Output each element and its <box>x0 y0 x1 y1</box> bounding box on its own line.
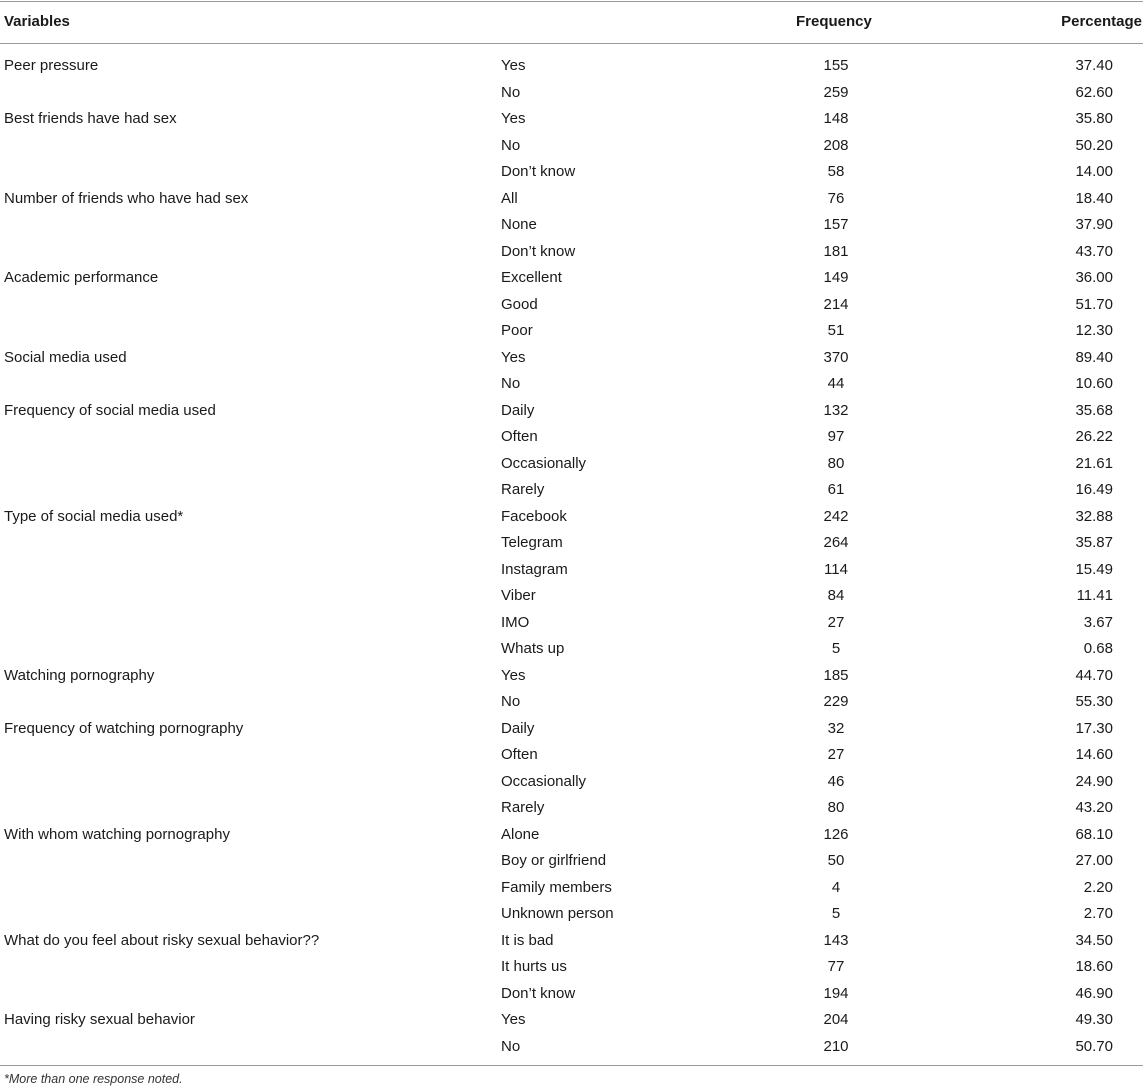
variable-cell: Frequency of watching pornography <box>4 719 244 737</box>
category-cell: Facebook <box>501 507 567 525</box>
variable-cell: Watching pornography <box>4 666 155 684</box>
table-row <box>0 265 1143 292</box>
category-cell: All <box>501 189 518 207</box>
percentage-cell: 36.00 <box>1075 269 1113 286</box>
category-cell: Daily <box>501 401 535 419</box>
frequency-cell: 76 <box>827 189 845 207</box>
frequency-cell: 185 <box>823 666 849 684</box>
table-body <box>0 53 1143 1060</box>
category-cell: Poor <box>501 322 533 339</box>
table-row <box>0 186 1143 213</box>
frequency-cell: 84 <box>827 587 845 604</box>
table-row <box>0 689 1143 716</box>
category-cell: Don’t know <box>501 163 576 180</box>
frequency-cell: 46 <box>827 772 845 790</box>
percentage-cell: 2.20 <box>1083 878 1113 896</box>
percentage-cell: 26.22 <box>1075 428 1113 445</box>
percentage-cell: 62.60 <box>1075 83 1113 101</box>
variable-cell: Best friends have had sex <box>4 110 177 127</box>
percentage-cell: 50.70 <box>1075 1037 1113 1055</box>
percentage-cell: 44.70 <box>1075 666 1113 684</box>
table-row <box>0 769 1143 796</box>
category-cell: Yes <box>501 666 526 684</box>
percentage-cell: 55.30 <box>1075 693 1113 710</box>
table-row <box>0 795 1143 822</box>
percentage-cell: 32.88 <box>1075 507 1113 525</box>
frequency-cell: 264 <box>823 534 849 551</box>
category-cell: It is bad <box>501 931 554 949</box>
category-cell: Unknown person <box>501 905 614 922</box>
frequency-cell: 27 <box>827 746 845 763</box>
table-row <box>0 742 1143 769</box>
frequency-cell: 51 <box>827 322 845 339</box>
percentage-cell: 46.90 <box>1075 984 1113 1002</box>
category-cell: Viber <box>501 587 536 604</box>
frequency-cell: 80 <box>827 799 845 816</box>
frequency-cell: 27 <box>827 613 845 631</box>
variable-cell: Having risky sexual behavior <box>4 1011 195 1028</box>
frequency-cell: 148 <box>823 110 849 127</box>
table-row <box>0 530 1143 557</box>
table-row <box>0 875 1143 902</box>
table-footnote: *More than one response noted. <box>4 1072 183 1086</box>
category-cell: Boy or girlfriend <box>501 852 607 869</box>
percentage-cell: 21.61 <box>1075 454 1113 472</box>
percentage-cell: 14.60 <box>1075 746 1113 763</box>
frequency-cell: 143 <box>823 931 849 949</box>
percentage-cell: 27.00 <box>1075 852 1113 869</box>
category-cell: Yes <box>501 348 526 366</box>
frequency-cell: 194 <box>823 984 849 1002</box>
frequency-cell: 242 <box>823 507 849 525</box>
frequency-cell: 5 <box>831 640 841 657</box>
table-row <box>0 133 1143 160</box>
percentage-cell: 68.10 <box>1075 825 1113 843</box>
frequency-cell: 77 <box>827 958 845 975</box>
table-row <box>0 504 1143 531</box>
category-cell: Alone <box>501 825 540 843</box>
table-row <box>0 371 1143 398</box>
table-row <box>0 106 1143 133</box>
frequency-cell: 208 <box>823 136 849 154</box>
category-cell: Often <box>501 746 538 763</box>
table-row <box>0 318 1143 345</box>
percentage-cell: 37.90 <box>1075 216 1113 233</box>
percentage-cell: 14.00 <box>1075 163 1113 180</box>
frequency-cell: 126 <box>823 825 849 843</box>
frequency-cell: 61 <box>827 481 845 498</box>
category-cell: Occasionally <box>501 772 587 790</box>
percentage-cell: 0.68 <box>1083 640 1113 657</box>
table-row <box>0 477 1143 504</box>
header-variables: Variables <box>4 13 70 30</box>
percentage-cell: 11.41 <box>1076 587 1113 604</box>
frequency-cell: 157 <box>823 216 849 233</box>
percentage-cell: 37.40 <box>1075 57 1113 74</box>
table-row <box>0 451 1143 478</box>
category-cell: Yes <box>501 110 526 127</box>
percentage-cell: 50.20 <box>1075 136 1113 154</box>
percentage-cell: 35.87 <box>1075 534 1113 551</box>
frequency-cell: 181 <box>823 242 849 260</box>
percentage-cell: 16.49 <box>1075 481 1113 498</box>
percentage-cell: 89.40 <box>1075 348 1113 366</box>
percentage-cell: 18.60 <box>1075 958 1113 975</box>
table-row <box>0 239 1143 266</box>
category-cell: Excellent <box>501 269 562 286</box>
table-row <box>0 848 1143 875</box>
frequency-cell: 210 <box>823 1037 849 1055</box>
category-cell: Don’t know <box>501 242 576 260</box>
category-cell: No <box>501 136 521 154</box>
table-row <box>0 292 1143 319</box>
header-frequency: Frequency <box>796 13 872 30</box>
table-row <box>0 583 1143 610</box>
category-cell: None <box>501 216 537 233</box>
table-row <box>0 663 1143 690</box>
percentage-cell: 10.60 <box>1075 375 1113 392</box>
table-row <box>0 981 1143 1008</box>
table-row <box>0 610 1143 637</box>
table-row <box>0 159 1143 186</box>
percentage-cell: 3.67 <box>1083 613 1113 631</box>
table-row <box>0 212 1143 239</box>
category-cell: Don’t know <box>501 984 576 1002</box>
percentage-cell: 51.70 <box>1075 295 1113 313</box>
percentage-cell: 35.68 <box>1075 401 1113 419</box>
frequency-cell: 50 <box>827 852 845 869</box>
frequency-cell: 214 <box>823 295 849 313</box>
table-row <box>0 53 1143 80</box>
category-cell: Daily <box>501 719 535 737</box>
table-row <box>0 424 1143 451</box>
frequency-cell: 80 <box>827 454 845 472</box>
percentage-cell: 35.80 <box>1075 110 1113 127</box>
table-row <box>0 1034 1143 1061</box>
category-cell: Whats up <box>501 640 565 657</box>
frequency-cell: 149 <box>823 269 849 286</box>
category-cell: Occasionally <box>501 454 587 472</box>
table-row <box>0 928 1143 955</box>
frequency-cell: 114 <box>824 560 848 578</box>
frequency-cell: 4 <box>831 878 841 896</box>
percentage-cell: 43.20 <box>1075 799 1113 816</box>
percentage-cell: 49.30 <box>1075 1011 1113 1028</box>
category-cell: Good <box>501 295 538 313</box>
frequency-cell: 155 <box>823 57 849 74</box>
variable-cell: Type of social media used* <box>4 507 184 525</box>
table-row <box>0 716 1143 743</box>
category-cell: Yes <box>501 1011 526 1028</box>
frequency-cell: 44 <box>827 375 845 392</box>
variable-cell: With whom watching pornography <box>4 825 230 843</box>
variable-cell: Academic performance <box>4 269 159 286</box>
category-cell: No <box>501 693 521 710</box>
variable-cell: Frequency of social media used <box>4 401 216 419</box>
frequency-cell: 97 <box>827 428 845 445</box>
category-cell: It hurts us <box>501 958 567 975</box>
frequency-cell: 5 <box>831 905 841 922</box>
table-row <box>0 1007 1143 1034</box>
variable-cell: What do you feel about risky sexual behavior?? <box>4 931 320 949</box>
frequency-cell: 370 <box>823 348 849 366</box>
category-cell: Instagram <box>501 560 568 578</box>
percentage-cell: 15.49 <box>1075 560 1113 578</box>
frequency-cell: 32 <box>827 719 845 737</box>
variable-cell: Peer pressure <box>4 57 99 74</box>
table-row <box>0 901 1143 928</box>
category-cell: No <box>501 83 521 101</box>
frequency-cell: 132 <box>823 401 849 419</box>
percentage-cell: 2.70 <box>1083 905 1113 922</box>
frequency-cell: 204 <box>823 1011 849 1028</box>
frequency-cell: 229 <box>823 693 849 710</box>
percentage-cell: 12.30 <box>1075 322 1113 339</box>
table-row <box>0 636 1143 663</box>
table-top-rule <box>0 1 1143 2</box>
category-cell: No <box>501 375 521 392</box>
table-row <box>0 398 1143 425</box>
percentage-cell: 43.70 <box>1075 242 1113 260</box>
table-row <box>0 954 1143 981</box>
percentage-cell: 24.90 <box>1075 772 1113 790</box>
category-cell: Family members <box>501 878 612 896</box>
category-cell: Often <box>501 428 538 445</box>
category-cell: Yes <box>501 57 526 74</box>
table-row <box>0 345 1143 372</box>
category-cell: IMO <box>501 613 530 631</box>
table-bottom-rule <box>0 1065 1143 1066</box>
category-cell: Rarely <box>501 799 545 816</box>
header-percentage: Percentage <box>1061 13 1142 30</box>
category-cell: No <box>501 1037 521 1055</box>
table-row <box>0 557 1143 584</box>
percentage-cell: 34.50 <box>1075 931 1113 949</box>
percentage-cell: 17.30 <box>1075 719 1113 737</box>
category-cell: Rarely <box>501 481 545 498</box>
frequency-cell: 259 <box>823 83 849 101</box>
table-row <box>0 80 1143 107</box>
table-row <box>0 822 1143 849</box>
variable-cell: Number of friends who have had sex <box>4 189 249 207</box>
percentage-cell: 18.40 <box>1075 189 1113 207</box>
frequency-cell: 58 <box>827 163 845 180</box>
table-header-rule <box>0 43 1143 44</box>
variable-cell: Social media used <box>4 348 127 366</box>
category-cell: Telegram <box>501 534 563 551</box>
